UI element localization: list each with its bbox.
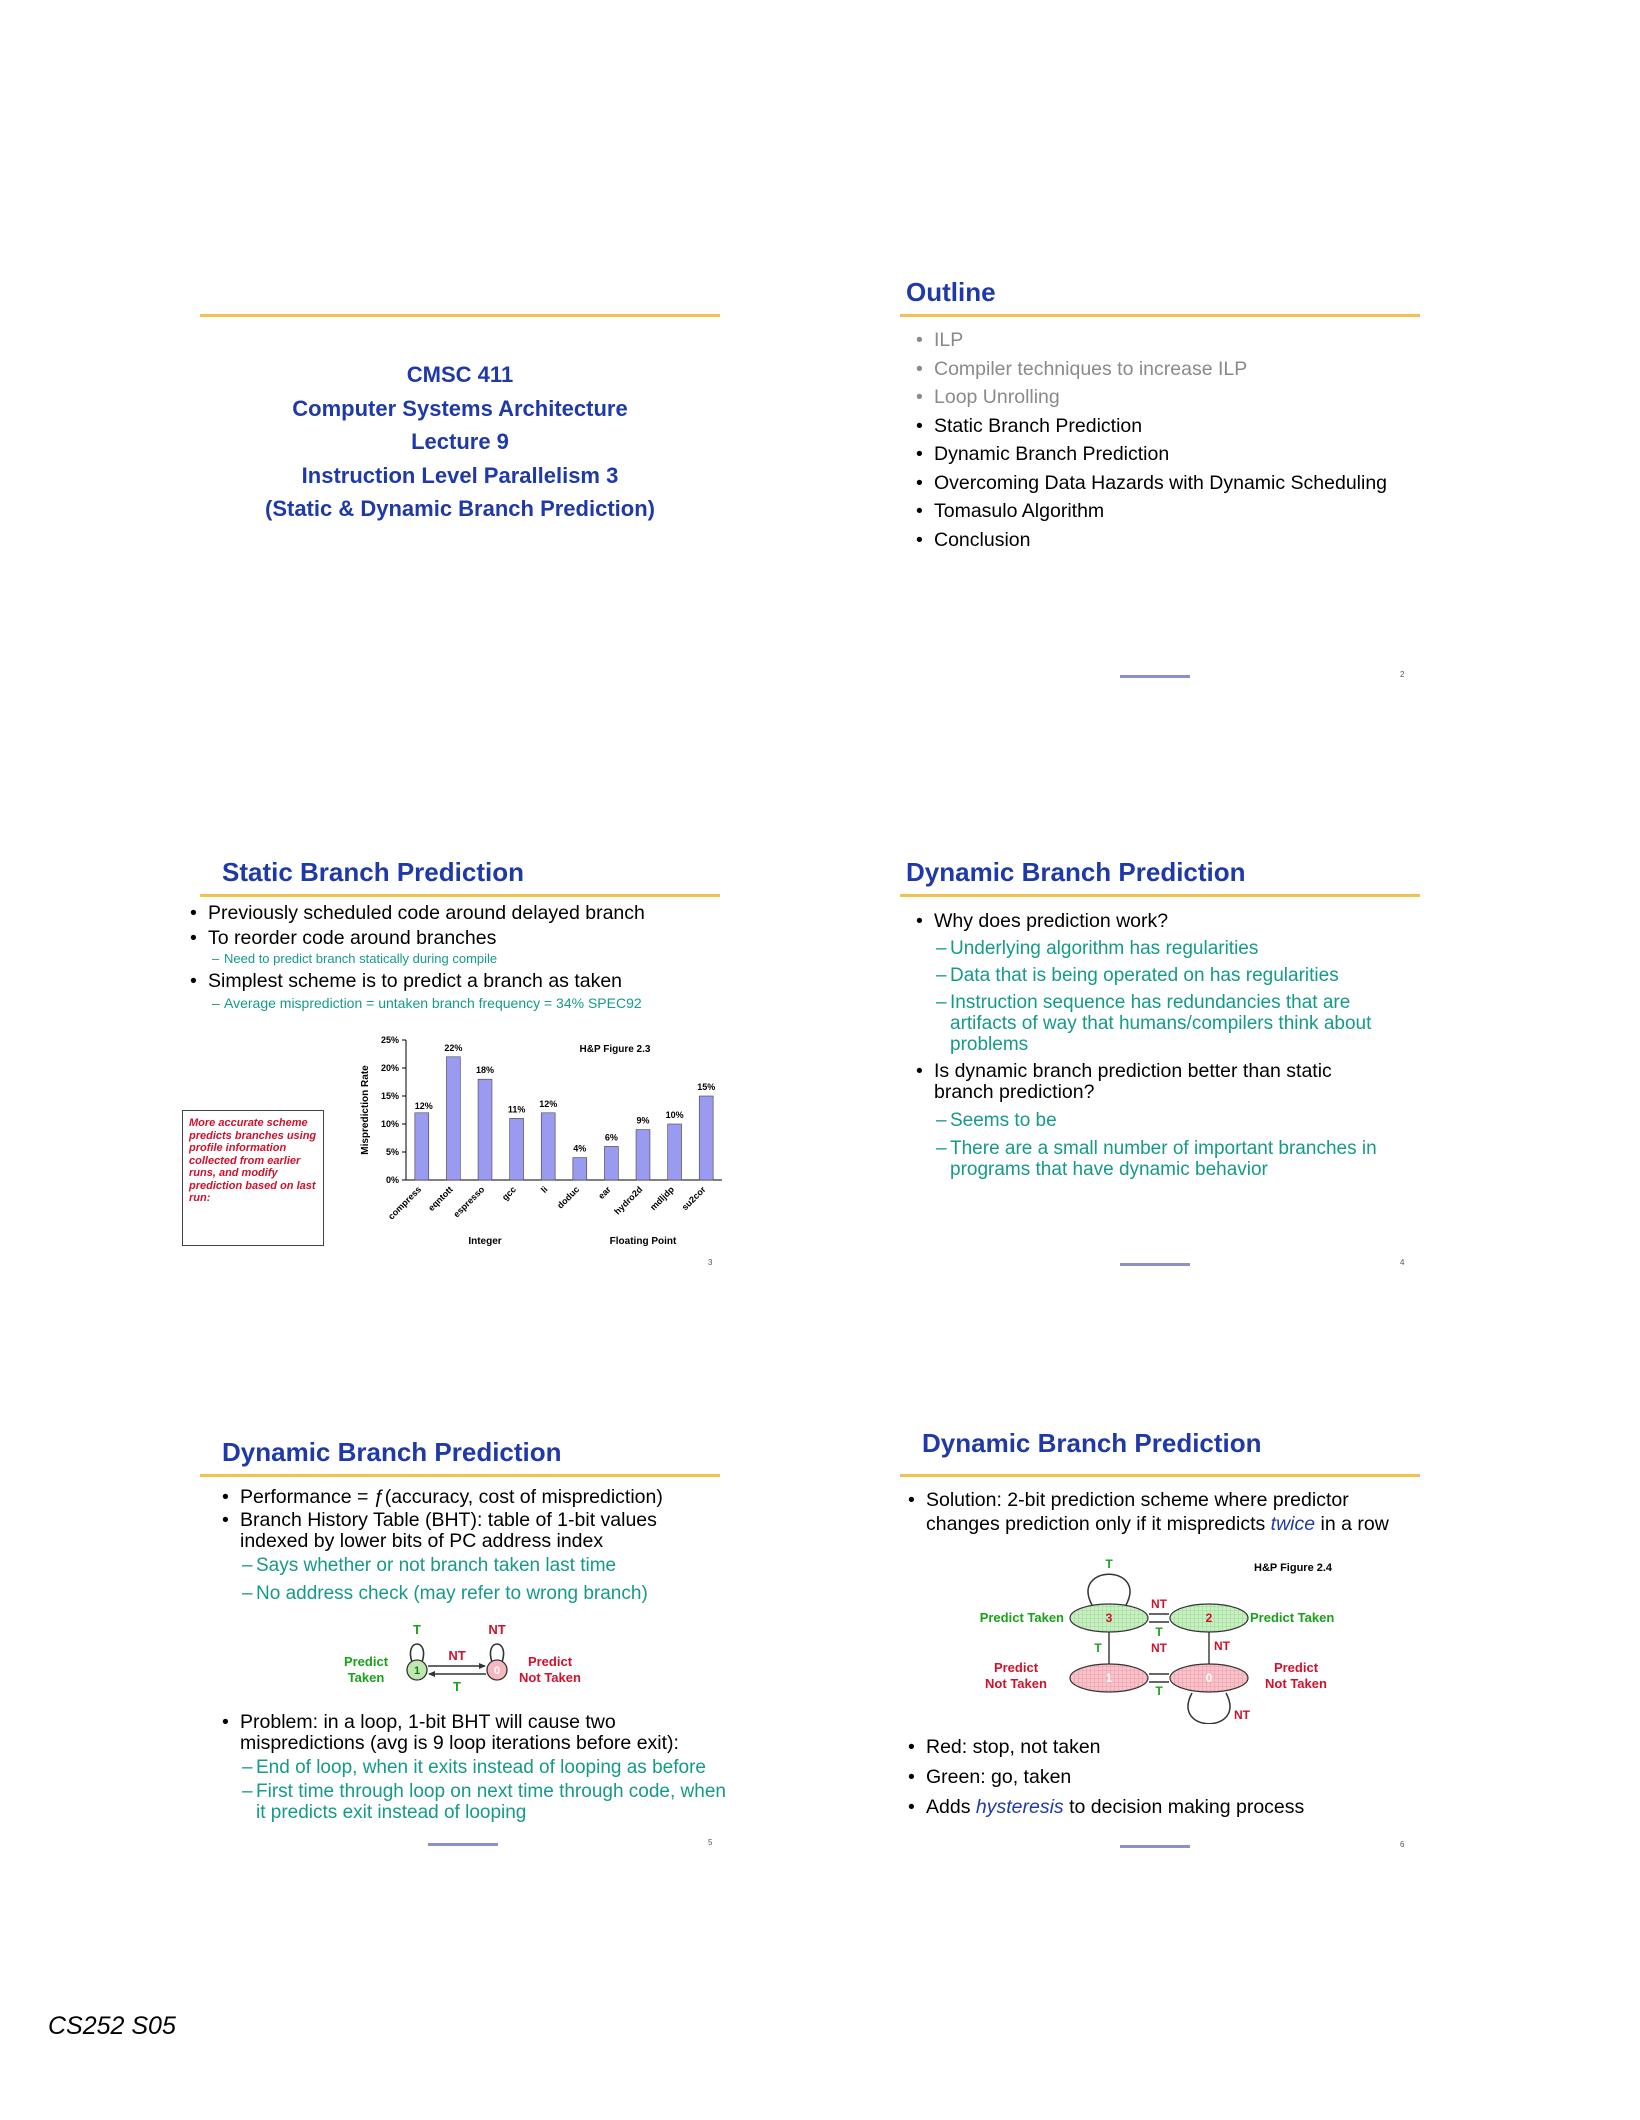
course-code: CMSC 411 [406,362,514,387]
label-t-0-1: T [1155,1684,1163,1698]
predict-taken-left: Predict Taken [979,1610,1064,1625]
bullet: • Why does prediction work? [914,908,1394,935]
bar [478,1079,492,1180]
y-tick-label: 15% [380,1091,399,1101]
slide-5-rule [200,1474,720,1477]
predict-taken-right: Predict Taken [1250,1610,1335,1625]
bullet-green: • Green: go, taken [906,1762,1406,1792]
predict-not-taken-left [985,1660,1047,1691]
slide-3 [189,857,720,1290]
bullet-hysteresis [906,1792,1406,1822]
slide-6-footer-mark [1120,1845,1190,1848]
y-tick-label: 25% [380,1035,399,1045]
pnt-right-1: Predict [1273,1660,1319,1675]
slide-2-rule [900,314,1420,317]
bullet: • Performance = ƒ(accuracy, cost of misprediction) [220,1484,720,1510]
sub-bullet: – Need to predict branch statically during compile [188,950,728,968]
state-1-digit: 1 [1105,1671,1113,1685]
slide-6-rule [900,1474,1420,1477]
state-2-digit: 2 [1205,1611,1213,1625]
slide-3-bullets [188,900,728,1012]
y-tick-label: 10% [380,1119,399,1129]
hysteresis-pre: Adds [926,1796,976,1818]
bar [446,1057,460,1180]
sub-bullet: – End of loop, when it exits instead of looping as before [220,1754,730,1781]
slide-4-page-number: 4 [1400,1258,1405,1267]
lecture-number: Lecture 9 [411,429,509,454]
one-bit-fsm-diagram [320,1610,620,1700]
slide-6-title: Dynamic Branch Prediction [922,1428,1262,1458]
misprediction-chart [350,1020,730,1250]
sub-bullet: – Says whether or not branch taken last time [220,1552,720,1580]
bar-value-label: 6% [604,1132,618,1143]
bullet: • Branch History Table (BHT): table of 1-bit values indexed by lower bits of PC address index [220,1510,720,1552]
outline-item: • Conclusion [914,526,1414,555]
label-nt-3-2: NT [1151,1597,1167,1611]
label-nt-edge: NT [448,1648,466,1663]
outline-item: • Overcoming Data Hazards with Dynamic Scheduling [914,469,1414,498]
outline-item: • Loop Unrolling [914,383,1414,412]
slide-5-title: Dynamic Branch Prediction [222,1437,562,1467]
outline-list [914,326,1414,554]
bar [668,1124,682,1180]
pnt-line1: Predict [527,1654,573,1669]
pnt-right-2: Not Taken [1265,1676,1327,1691]
slide-3-page-number: 3 [708,1258,713,1267]
label-t-2-3: T [1155,1625,1163,1639]
bullet: • Simplest scheme is to predict a branch as taken [188,968,728,994]
figure-caption: H&P Figure 2.4 [1254,1562,1333,1574]
slide-2-title: Outline [906,277,996,307]
label-nt-mid: NT [1151,1641,1167,1655]
predict-taken-line1: Predict [343,1654,389,1669]
category-label: compress [386,1184,424,1222]
sub-bullet: – First time through loop on next time through code, when it predicts exit instead of looping [220,1781,730,1823]
slide-6 [900,1428,1420,1870]
category-label: espresso [451,1184,487,1220]
sub-bullet: – Data that is being operated on has regularities [914,962,1394,989]
label-nt-2-0: NT [1214,1639,1230,1653]
group-label-integer: Integer [468,1236,502,1247]
predict-not-taken-right [1265,1660,1327,1691]
slide-3-title: Static Branch Prediction [222,857,524,887]
bullet: • Problem: in a loop, 1-bit BHT will cause two mispredictions (avg is 9 loop iterations before exit): [220,1712,730,1754]
y-tick-label: 5% [385,1147,399,1157]
bar-value-label: 4% [573,1143,587,1154]
outline-item: • Compiler techniques to increase ILP [914,355,1414,384]
slide-1-title-block [200,358,720,526]
hysteresis-post: to decision making process [1063,1796,1305,1818]
profile-note-box [182,1110,324,1246]
solution-text: Solution: 2-bit prediction scheme where predictor changes prediction only if it mispredicts [926,1489,1349,1535]
slide-4-bullets [914,908,1394,1180]
arrowhead [479,1663,486,1669]
sub-bullet: – No address check (may refer to wrong branch) [220,1580,720,1607]
predict-not-taken-label [519,1654,581,1685]
loop-arrow-nt [490,1644,503,1662]
slide-4 [900,857,1420,1290]
slide-1 [200,290,720,710]
category-label: hydro2d [612,1184,645,1217]
state-0-digit: 0 [493,1665,501,1677]
category-label: li [538,1184,550,1195]
state-0-digit: 0 [1205,1671,1213,1685]
slide-5-page-number: 5 [708,1838,713,1847]
chart-title: H&P Figure 2.3 [579,1044,651,1055]
outline-item: • ILP [914,326,1414,355]
category-label: gcc [499,1184,519,1203]
bar [699,1096,713,1180]
loop-arrow-t [410,1644,423,1662]
bar [573,1158,587,1180]
pnt-left-1: Predict [993,1660,1039,1675]
handout-footer: CS252 S05 [48,2012,176,2040]
bar-value-label: 10% [665,1110,684,1120]
slide-6-bullets-bottom [906,1732,1406,1822]
lecture-topic: Instruction Level Parallelism 3 [301,462,619,488]
label-nt-loop: NT [488,1622,506,1637]
sub-bullet: – Average misprediction = untaken branch frequency = 34% SPEC92 [188,994,728,1012]
category-label: ear [596,1184,613,1201]
y-tick-label: 20% [380,1063,399,1073]
category-label: eqntott [426,1184,455,1213]
bar-value-label: 12% [414,1100,433,1111]
loop-nt-state-0 [1188,1693,1230,1724]
outline-item: • Static Branch Prediction [914,412,1414,441]
sub-bullet: – Underlying algorithm has regularities [914,935,1394,962]
outline-item: • Dynamic Branch Prediction [914,440,1414,469]
slide-4-footer-mark [1120,1263,1190,1266]
group-label-floating: Floating Point [609,1236,677,1247]
state-1-digit: 1 [413,1665,421,1677]
sub-bullet: – Instruction sequence has redundancies that are artifacts of way that humans/compilers think about problems [914,992,1394,1055]
course-name: Computer Systems Architecture [292,395,628,421]
bar [510,1118,524,1180]
bar [541,1113,555,1180]
state-3-digit: 3 [1105,1611,1113,1625]
pnt-line2: Not Taken [519,1670,581,1685]
solution-bullet [906,1488,1416,1536]
label-t-loop: T [413,1622,421,1637]
profile-note-text: More accurate scheme predicts branches using profile information collected from earlier runs, and modify prediction based on last run: [189,1117,317,1204]
slide-6-bullets-top [906,1488,1416,1536]
category-label: su2cor [679,1184,708,1213]
slide-2-footer-mark [1120,675,1190,678]
bar-value-label: 22% [444,1042,463,1053]
y-tick-label: 0% [385,1175,399,1185]
bar-value-label: 15% [697,1082,716,1092]
solution-text-end: in a row [1315,1513,1389,1535]
slide-3-rule [200,894,720,897]
solution-emphasis: twice [1270,1513,1316,1535]
label-nt-bottom: NT [1234,1708,1250,1722]
label-t-1-3: T [1094,1641,1102,1655]
slide-1-rule [200,314,720,317]
label-t-top: T [1105,1557,1113,1571]
slide-5-bullets-bottom [220,1712,730,1823]
bullet: • To reorder code around branches [188,926,728,950]
slide-5 [200,1437,726,1870]
slide-4-rule [900,894,1420,897]
category-label: doduc [555,1184,582,1211]
loop-t-state-3 [1088,1574,1130,1605]
slide-4-title: Dynamic Branch Prediction [906,857,1246,887]
slide-6-page-number: 6 [1400,1840,1405,1849]
sub-bullet: – Seems to be [914,1107,1394,1134]
bar [636,1130,650,1180]
slide-5-footer-mark [428,1843,498,1846]
predict-taken-label [344,1654,389,1685]
label-t-edge: T [453,1679,461,1694]
sub-bullet: – There are a small number of important branches in programs that have dynamic behavior [914,1138,1394,1180]
predict-taken-line2: Taken [347,1670,385,1685]
slide-2 [900,277,1420,710]
y-axis-label: Misprediction Rate [360,1065,371,1155]
bar-value-label: 11% [507,1104,526,1115]
bullet-red: • Red: stop, not taken [906,1732,1406,1762]
bar-value-label: 18% [475,1065,495,1076]
bullet: • Previously scheduled code around delayed branch [188,900,728,926]
bar-value-label: 12% [539,1098,558,1109]
bar [415,1113,429,1180]
lecture-subtopic: (Static & Dynamic Branch Prediction) [265,496,655,521]
two-bit-fsm-diagram [930,1554,1400,1724]
bullet: • Is dynamic branch prediction better than static branch prediction? [914,1061,1394,1103]
bar [604,1146,618,1180]
outline-item: • Tomasulo Algorithm [914,497,1414,526]
slide-5-bullets-top [220,1484,720,1607]
category-label: mdljdp [648,1184,677,1213]
slide-2-page-number: 2 [1400,670,1405,679]
bar-value-label: 9% [636,1115,650,1126]
hysteresis-emphasis: hysteresis [975,1796,1064,1818]
arrowhead [428,1671,435,1677]
pnt-left-2: Not Taken [985,1676,1047,1691]
